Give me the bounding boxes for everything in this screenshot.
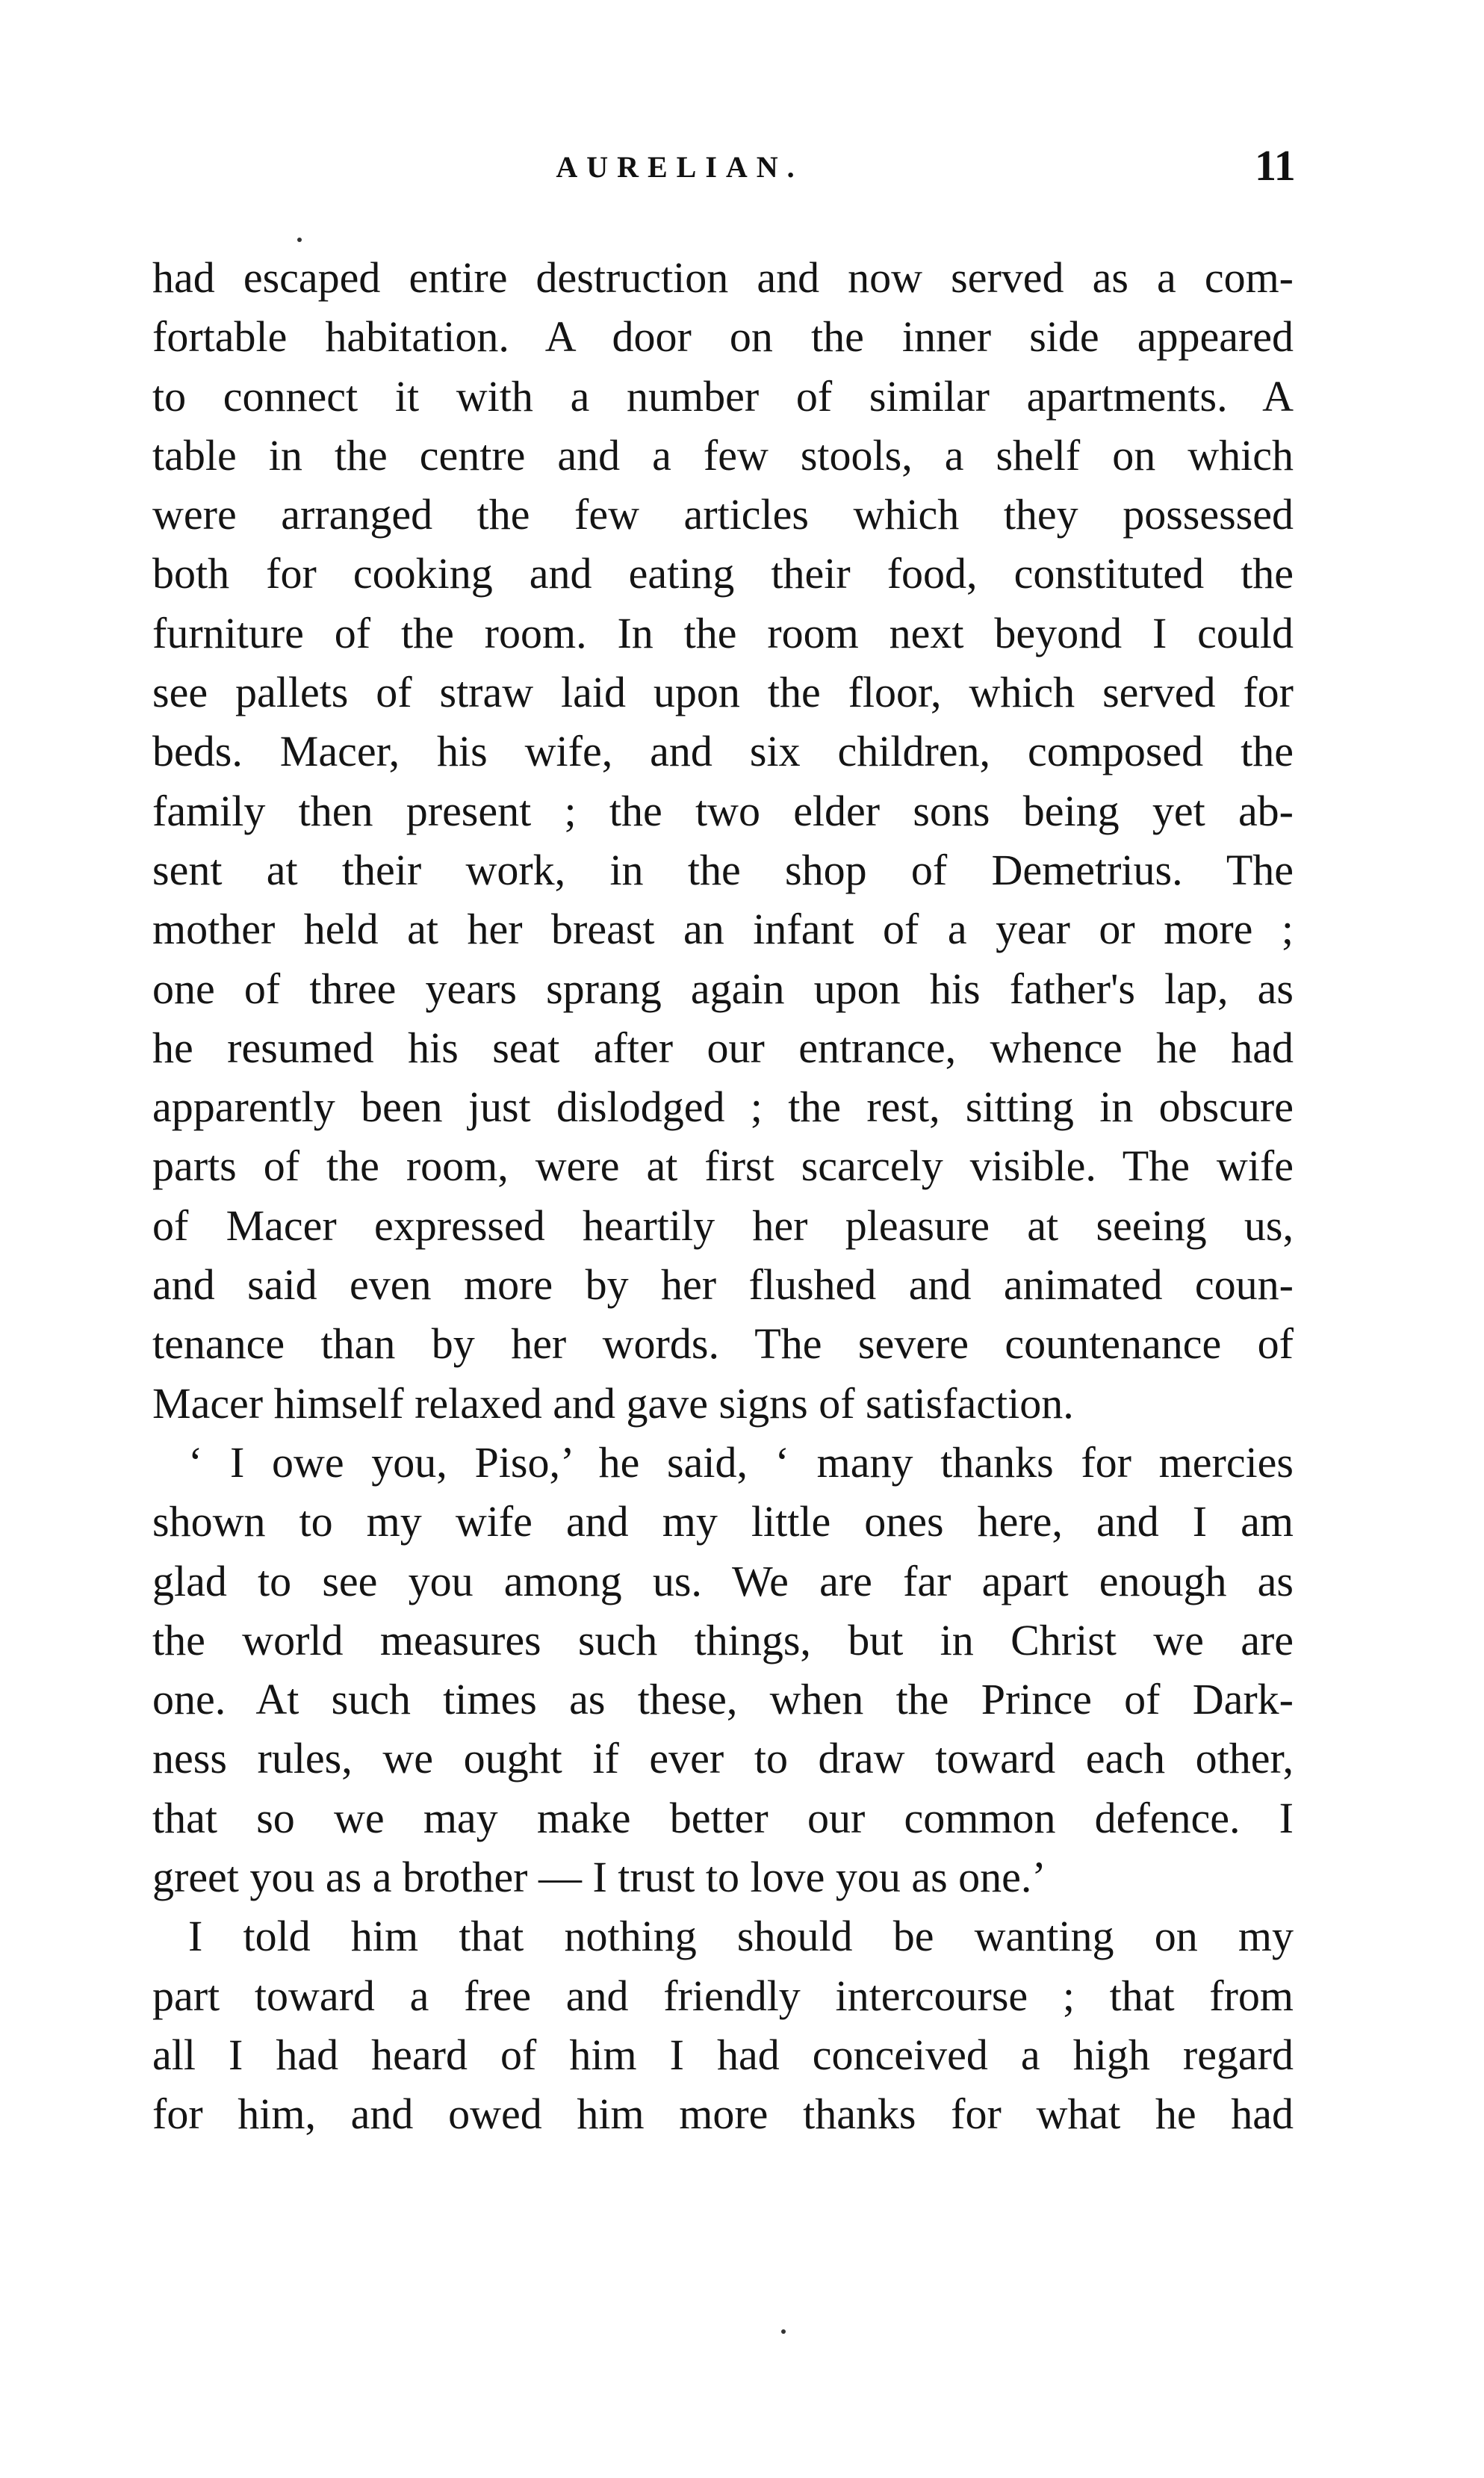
text-line: furniture of the room. In the room next beyond I could bbox=[152, 608, 1294, 657]
text-line: both for cooking and eating their food, constituted the bbox=[152, 549, 1294, 598]
text-line: apparently been just dislodged ; the rest, sitting in obscure bbox=[152, 1082, 1294, 1132]
text-line: sent at their work, in the shop of Demetrius. The bbox=[152, 845, 1294, 894]
text-line: mother held at her breast an infant of a year or more ; bbox=[152, 905, 1294, 954]
text-line: glad to see you among us. We are far apart enough as bbox=[152, 1556, 1294, 1605]
running-title: AURELIAN. bbox=[556, 150, 804, 184]
text-line: ness rules, we ought if ever to draw toward each other, bbox=[152, 1734, 1294, 1783]
text-line: fortable habitation. A door on the inner side appeared bbox=[152, 312, 1294, 362]
text-line: family then present ; the two elder sons being yet ab- bbox=[152, 786, 1294, 835]
text-line: parts of the room, were at first scarcely visible. The wife bbox=[152, 1142, 1294, 1191]
text-line: he resumed his seat after our entrance, whence he had bbox=[152, 1023, 1294, 1072]
text-line: the world measures such things, but in Christ we are bbox=[152, 1615, 1294, 1664]
text-line: part toward a free and friendly intercourse ; that from bbox=[152, 1971, 1294, 2020]
text-line: shown to my wife and my little ones here, and I am bbox=[152, 1497, 1294, 1546]
text-line: tenance than by her words. The severe countenance of bbox=[152, 1319, 1294, 1369]
text-line: I told him that nothing should be wanting on my bbox=[188, 1912, 1294, 1961]
text-line: Macer himself relaxed and gave signs of satisfaction. bbox=[152, 1378, 1074, 1428]
body-text bbox=[152, 248, 1294, 2144]
text-line: all I had heard of him I had conceived a high regard bbox=[152, 2030, 1294, 2079]
text-line: ‘ I owe you, Piso,’ he said, ‘ many thanks for mercies bbox=[188, 1437, 1294, 1487]
text-line: that so we may make better our common defence. I bbox=[152, 1793, 1294, 1842]
text-line: beds. Macer, his wife, and six children, composed the bbox=[152, 727, 1294, 776]
speck-mark bbox=[781, 2329, 786, 2334]
text-line: one. At such times as these, when the Prince of Dark- bbox=[152, 1675, 1294, 1724]
text-line: had escaped entire destruction and now served as a com- bbox=[152, 253, 1294, 302]
text-line: see pallets of straw laid upon the floor, which served for bbox=[152, 668, 1294, 717]
text-line: of Macer expressed heartily her pleasure at seeing us, bbox=[152, 1201, 1294, 1250]
text-line: to connect it with a number of similar apartments. A bbox=[152, 371, 1294, 421]
text-line: one of three years sprang again upon his father's lap, as bbox=[152, 964, 1294, 1013]
text-line: greet you as a brother — I trust to love you as one.’ bbox=[152, 1853, 1046, 1902]
text-line: were arranged the few articles which they possessed bbox=[152, 490, 1294, 539]
text-line: table in the centre and a few stools, a shelf on which bbox=[152, 430, 1294, 480]
speck-mark bbox=[297, 238, 302, 242]
page-number: 11 bbox=[1255, 141, 1296, 190]
text-line: for him, and owed him more thanks for what he had bbox=[152, 2090, 1294, 2139]
text-line: and said even more by her flushed and animated coun- bbox=[152, 1260, 1294, 1310]
